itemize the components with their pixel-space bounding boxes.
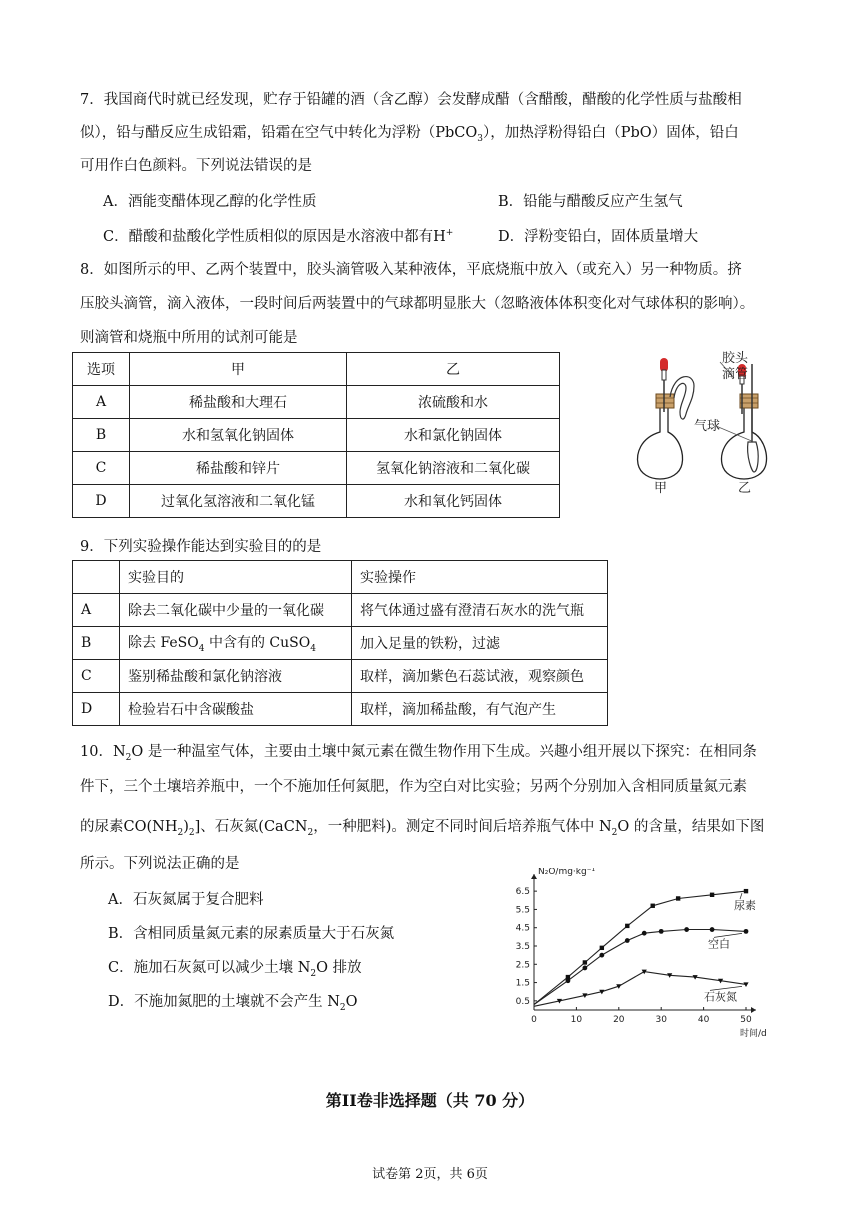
page-footer: 试卷第 2页，共 6页 xyxy=(372,1167,488,1182)
table-cell: 取样，滴加紫色石蕊试液，观察颜色 xyxy=(352,660,608,693)
table-row xyxy=(73,693,608,726)
figure-label-left: 甲 xyxy=(654,481,668,494)
table-cell: C xyxy=(73,452,130,485)
table-cell: 加入足量的铁粉，过滤 xyxy=(352,627,608,660)
table-cell: 检验岩石中含碳酸盐 xyxy=(120,693,352,726)
x-tick-label: 50 xyxy=(740,1015,752,1025)
y-tick-label: 2.5 xyxy=(515,960,530,971)
data-point xyxy=(710,927,715,932)
y-tick-label: 3.5 xyxy=(515,942,530,952)
y-tick-label: 1.5 xyxy=(515,978,530,989)
table-cell: 将气体通过盛有澄清石灰水的洗气瓶 xyxy=(352,594,608,627)
stopper-left xyxy=(656,394,674,408)
q8-table xyxy=(72,352,560,518)
flask-left xyxy=(638,404,683,479)
table-cell: C xyxy=(73,660,120,693)
table-cell: D xyxy=(73,485,130,518)
q7-option-b: B．铅能与醋酸反应产生氢气 xyxy=(498,194,683,210)
q7-line2: 似），铅与醋反应生成铅霜，铅霜在空气中转化为浮粉（PbCO$_3$），加热浮粉得铅白（PbO）固体，铅白 xyxy=(80,125,739,144)
table-cell: 稀盐酸和锌片 xyxy=(130,452,347,485)
table-cell: 除去二氧化碳中少量的一氧化碳 xyxy=(120,594,352,627)
data-point xyxy=(625,924,629,928)
data-point xyxy=(659,929,664,934)
x-tick-label: 0 xyxy=(531,1015,537,1025)
table-cell: 浓硫酸和水 xyxy=(347,386,560,419)
figure-label-right: 乙 xyxy=(738,481,752,494)
y-tick-label: 6.5 xyxy=(515,887,530,898)
data-point xyxy=(710,893,714,897)
q10-line2: 件下，三个土壤培养瓶中，一个不施加任何氮肥，作为空白对比实验；另两个分别加入含相同质量氮元素 xyxy=(80,779,747,795)
table-row xyxy=(73,660,608,693)
table-cell: 水和氢氧化钠固体 xyxy=(130,419,347,452)
q9-line1: 9．下列实验操作能达到实验目的的是 xyxy=(80,539,322,555)
q8-line3: 则滴管和烧瓶中所用的试剂可能是 xyxy=(80,330,298,346)
table-row xyxy=(73,627,608,660)
data-point xyxy=(600,946,604,950)
y-tick-label: 5.5 xyxy=(515,905,530,916)
series-label: 空白 xyxy=(708,937,730,951)
balloon-label: 气球 xyxy=(694,419,721,434)
table-cell: 氢氧化钠溶液和二氧化碳 xyxy=(347,452,560,485)
y-tick-label: 0.5 xyxy=(515,996,530,1007)
q10-line4: 所示。下列说法正确的是 xyxy=(80,856,240,872)
q10-line1: 10．$N_2O$ 是一种温室气体，主要由土壤中氮元素在微生物作用下生成。兴趣小组开展以下探究：在相同条 xyxy=(80,744,757,763)
table-row xyxy=(73,353,560,386)
table-row xyxy=(73,561,608,594)
table-header xyxy=(73,561,120,594)
x-tick-label: 30 xyxy=(655,1015,667,1025)
balloon-left xyxy=(670,377,694,420)
q7-line1: 7．我国商代时就已经发现，贮存于铅罐的酒（含乙醇）会发酵成醋（含醋酸，醋酸的化学性质与盐酸相 xyxy=(80,92,742,108)
tube-right xyxy=(748,364,759,472)
table-header: 实验操作 xyxy=(352,561,608,594)
table-cell: B xyxy=(73,419,130,452)
q10-option-b: B．含相同质量氮元素的尿素质量大于石灰氮 xyxy=(108,926,395,942)
data-point xyxy=(625,938,630,943)
flask-right xyxy=(722,404,767,479)
x-tick-label: 10 xyxy=(570,1015,583,1025)
series-label: 尿素 xyxy=(734,899,756,913)
data-point xyxy=(583,960,587,964)
y-axis-arrow xyxy=(531,874,537,879)
table-row xyxy=(73,419,560,452)
y-axis-label: N₂O/mg·kg⁻¹ xyxy=(538,868,596,877)
table-header: 实验目的 xyxy=(120,561,352,594)
table-row xyxy=(73,452,560,485)
table-cell: B xyxy=(73,627,120,660)
x-tick-label: 20 xyxy=(613,1015,625,1025)
q7-line3: 可用作白色颜料。下列说法错误的是 xyxy=(80,158,312,174)
q7-option-c: C．醋酸和盐酸化学性质相似的原因是水溶液中都有H+ xyxy=(103,228,454,245)
q7-option-d: D．浮粉变铅白，固体质量增大 xyxy=(498,229,699,245)
table-header: 选项 xyxy=(73,353,130,386)
table-header: 甲 xyxy=(130,353,347,386)
data-point xyxy=(676,896,680,900)
table-cell: 过氧化氢溶液和二氧化锰 xyxy=(130,485,347,518)
table-row xyxy=(73,485,560,518)
table-cell: A xyxy=(73,594,120,627)
x-axis-label: 时间/d xyxy=(740,1029,767,1039)
data-point xyxy=(582,966,587,971)
data-point xyxy=(651,904,655,908)
table-cell: 水和氧化钙固体 xyxy=(347,485,560,518)
data-point xyxy=(566,978,571,983)
table-row xyxy=(73,386,560,419)
section-title: 第II卷非选择题（共 70 分） xyxy=(325,1091,535,1110)
table-cell: 除去 FeSO$_4$ 中含有的 CuSO$_4$ xyxy=(120,627,352,660)
data-point xyxy=(599,953,604,958)
table-cell: 鉴别稀盐酸和氯化钠溶液 xyxy=(120,660,352,693)
data-point xyxy=(744,929,749,934)
q8-line2: 压胶头滴管，滴入液体，一段时间后两装置中的气球都明显胀大（忽略液体体积变化对气球体积的影响）。 xyxy=(80,296,755,312)
q7-option-a: A．酒能变醋体现乙醇的化学性质 xyxy=(103,194,317,210)
data-point xyxy=(642,931,647,936)
x-tick-label: 40 xyxy=(697,1015,710,1025)
dropper-label-1: 胶头 xyxy=(722,351,749,366)
table-cell: 稀盐酸和大理石 xyxy=(130,386,347,419)
table-cell: A xyxy=(73,386,130,419)
data-point xyxy=(744,889,748,893)
data-point xyxy=(684,927,689,932)
q8-line1: 8．如图所示的甲、乙两个装置中，胶头滴管吸入某种液体，平底烧瓶中放入（或充入）另一种物质。挤 xyxy=(80,262,742,278)
dropper-label-2: 滴管 xyxy=(722,367,749,382)
table-cell: 水和氯化钠固体 xyxy=(347,419,560,452)
data-point xyxy=(743,982,748,987)
table-cell: D xyxy=(73,693,120,726)
q10-option-d: D．不施加氮肥的土壤就不会产生 $N_2O$ xyxy=(108,994,358,1013)
y-tick-label: 4.5 xyxy=(515,923,530,934)
table-row xyxy=(73,594,608,627)
balloon-right xyxy=(748,442,759,472)
table-cell: 取样，滴加稀盐酸，有气泡产生 xyxy=(352,693,608,726)
table-header: 乙 xyxy=(347,353,560,386)
apparatus-figure xyxy=(630,342,810,494)
series-label: 石灰氮 xyxy=(704,990,737,1004)
q10-line3: 的尿素$CO(NH_2)_2$]、石灰氮(CaCN$_2$，一种肥料)。测定不同时间后培养瓶气体中 $N_2O$ 的含量，结果如下图 xyxy=(80,819,765,838)
x-axis-arrow xyxy=(751,1007,756,1013)
q9-table xyxy=(72,560,608,726)
q10-option-a: A．石灰氮属于复合肥料 xyxy=(108,892,264,908)
q10-option-c: C．施加石灰氮可以减少土壤 $N_2O$ 排放 xyxy=(108,960,362,979)
n2o-chart xyxy=(500,868,770,1040)
